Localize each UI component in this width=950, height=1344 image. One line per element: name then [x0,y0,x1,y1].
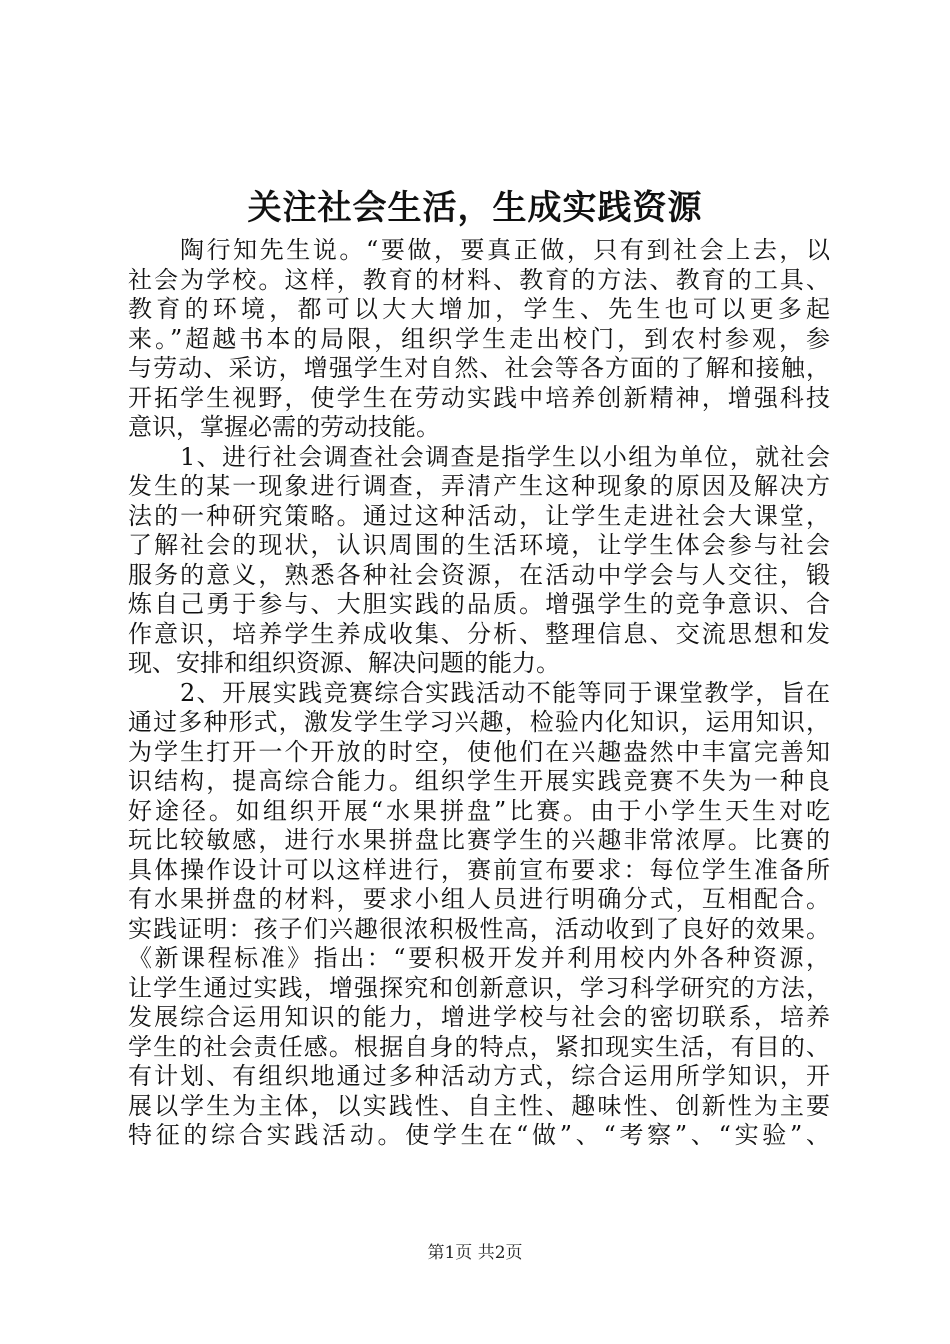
document-body [128,236,830,1151]
text-line: 法的一种研究策略。通过这种活动，让学生走进社会大课堂， [128,501,830,530]
text-line: 陶行知先生说。“要做，要真正做，只有到社会上去，以 [180,236,830,264]
text-line: 具体操作设计可以这样进行，赛前宣布要求：每位学生准备所 [128,855,830,884]
text-line: 识结构，提高综合能力。组织学生开展实践竞赛不失为一种良 [128,767,830,795]
text-line: 与劳动、采访，增强学生对自然、社会等各方面的了解和接触， [128,354,830,382]
text-line: 1、进行社会调查社会调查是指学生以小组为单位，就社会 [180,442,830,471]
text-line: 有水果拼盘的材料，要求小组人员进行明确分式，互相配合。 [128,885,830,913]
text-line: 开拓学生视野，使学生在劳动实践中培养创新精神，增强科技 [128,383,830,412]
text-line: 展以学生为主体，以实践性、自主性、趣味性、创新性为主要 [128,1091,830,1120]
text-line: 社会为学校。这样，教育的材料、教育的方法、教育的工具、 [128,265,830,294]
text-line: 让学生通过实践，增强探究和创新意识，学习科学研究的方法， [128,973,830,1002]
text-line: 现、安排和组织资源、解决问题的能力。 [128,649,560,677]
document-title: 关注社会生活，生成实践资源 [247,188,703,228]
text-line: 有计划、有组织地通过多种活动方式，综合运用所学知识，开 [128,1062,830,1090]
text-line: 来。”超越书本的局限，组织学生走出校门，到农村参观，参 [128,324,830,353]
text-line: 服务的意义，熟悉各种社会资源，在活动中学会与人交往，锻 [128,560,830,589]
text-line: 教育的环境，都可以大大增加，学生、先生也可以更多起 [128,295,830,323]
text-line: 特征的综合实践活动。使学生在“做”、“考察”、“实验”、 [128,1121,830,1149]
text-line: 2、开展实践竞赛综合实践活动不能等同于课堂教学，旨在 [180,678,830,707]
text-line: 玩比较敏感，进行水果拼盘比赛学生的兴趣非常浓厚。比赛的 [128,826,830,854]
text-line: 《新课程标准》指出：“要积极开发并利用校内外各种资源， [128,944,830,972]
text-line: 意识，掌握必需的劳动技能。 [128,413,440,441]
text-line: 通过多种形式，激发学生学习兴趣，检验内化知识，运用知识， [128,708,830,736]
text-line: 学生的社会责任感。根据自身的特点，紧扣现实生活，有目的、 [128,1032,830,1061]
text-line: 实践证明：孩子们兴趣很浓积极性高，活动收到了良好的效果。 [128,914,830,943]
page-number-footer: 第1页 共2页 [427,1243,523,1263]
text-line: 好途径。如组织开展“水果拼盘”比赛。由于小学生天生对吃 [128,796,830,825]
text-line: 发生的某一现象进行调查，弄清产生这种现象的原因及解决方 [128,472,830,500]
text-line: 了解社会的现状，认识周围的生活环境，让学生体会参与社会 [128,531,830,559]
text-line: 为学生打开一个开放的时空，使他们在兴趣盎然中丰富完善知 [128,737,830,766]
text-line: 炼自己勇于参与、大胆实践的品质。增强学生的竞争意识、合 [128,590,830,618]
text-line: 作意识，培养学生养成收集、分析、整理信息、交流思想和发 [128,619,830,648]
text-line: 发展综合运用知识的能力，增进学校与社会的密切联系，培养 [128,1003,830,1031]
